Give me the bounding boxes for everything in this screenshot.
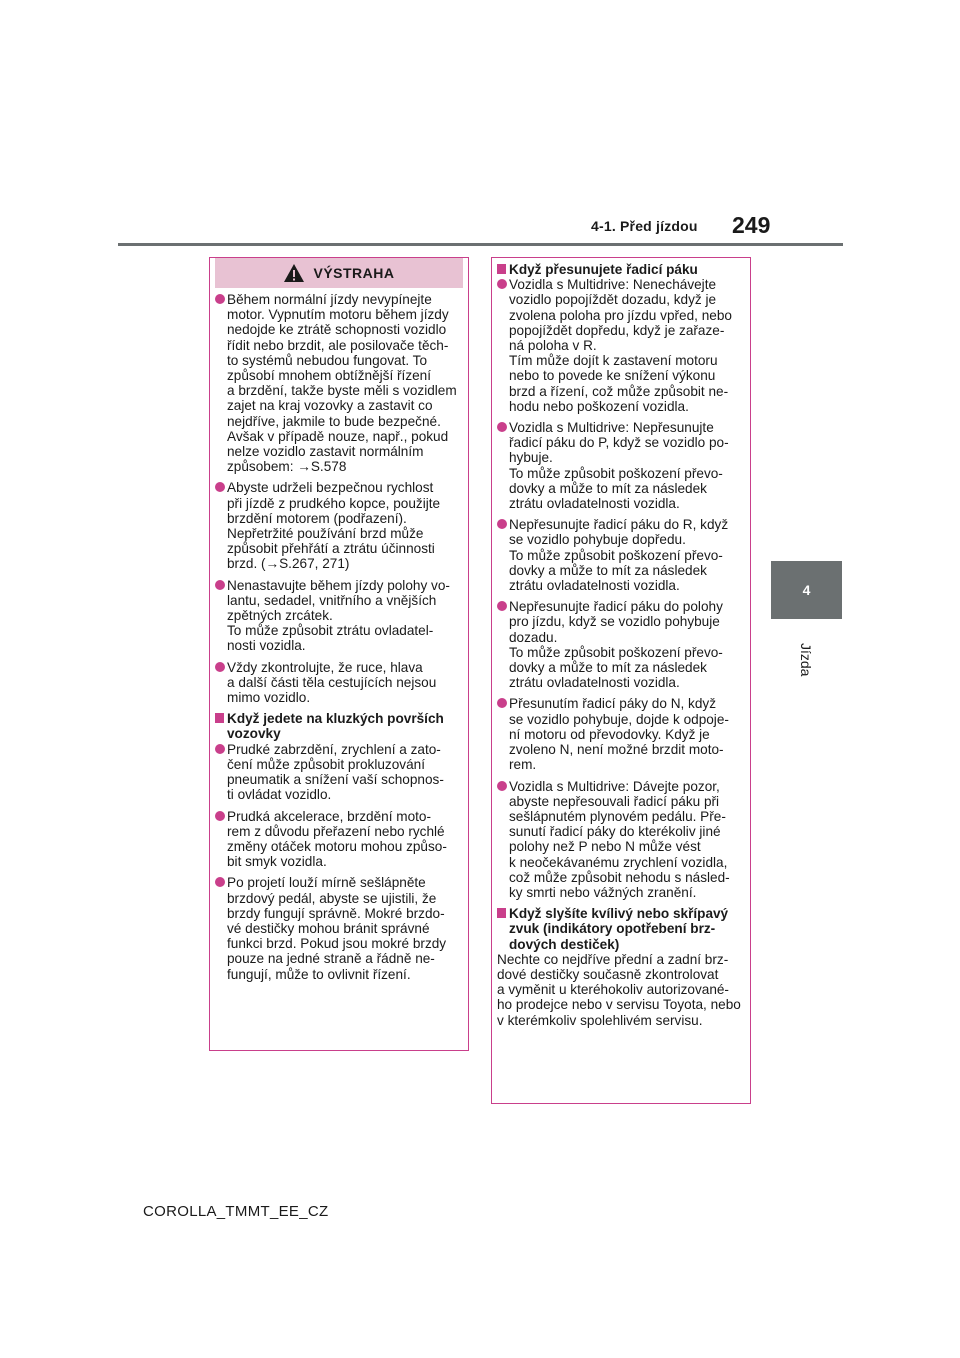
item-text: Nepřesunujte řadicí páku do polohy pro jízdu, když se vozidlo pohybuje dozadu. To může způsobit poškození převo- dovky a může to mít za následek ztrátu ovladatelnosti vozidla. xyxy=(509,599,723,691)
round-bullet-icon xyxy=(497,279,507,289)
document-code: COROLLA_TMMT_EE_CZ xyxy=(143,1203,329,1220)
list-item xyxy=(215,292,463,474)
list-item xyxy=(215,660,463,706)
section-title: 4-1. Před jízdou xyxy=(591,218,698,234)
round-bullet-icon xyxy=(215,482,225,492)
item-text: Prudká akcelerace, brzdění moto- rem z důvodu přeřazení nebo rychlé změny otáček motoru mohou způso- bit smyk vozidla. xyxy=(227,808,447,870)
square-marker-icon xyxy=(497,908,506,918)
list-item xyxy=(497,696,745,772)
chapter-number: 4 xyxy=(802,582,811,598)
list-item xyxy=(497,420,745,511)
header-divider xyxy=(118,243,843,246)
list-item xyxy=(215,480,463,571)
list-item xyxy=(215,578,463,654)
list-item xyxy=(497,779,745,901)
round-bullet-icon xyxy=(215,744,225,754)
square-marker-icon xyxy=(215,713,224,723)
section-heading xyxy=(215,711,463,741)
item-text: Vždy zkontrolujte, že ruce, hlava a další části těla cestujících nejsou mimo vozidlo. xyxy=(227,659,437,706)
item-text: Vozidla s Multidrive: Dávejte pozor, abyste nepřesouvali řadicí páku při sešlápnutém plynovém pedálu. Pře- sunutí řadicí páky do kterékoliv jiné polohy než P nebo N může vést k neočekávanému zrychlení vozidla, což může způsobit nehodu s násled- ky smrti nebo vážných zranění. xyxy=(509,778,730,900)
item-text: Když slyšíte kvílivý nebo skřípavý zvuk (indikátory opotřebení brz- dových destiček) xyxy=(509,906,729,952)
paragraph: Nechte co nejdříve přední a zadní brz- dové destičky současně zkontrolovat a vyměnit u kteréhokoliv autorizované- ho prodejce nebo v servisu Toyota, nebo v kterémkoliv spolehlivém servisu. xyxy=(497,951,741,1028)
info-content xyxy=(492,258,750,1028)
round-bullet-icon xyxy=(215,877,225,887)
warning-triangle-icon xyxy=(283,263,305,283)
round-bullet-icon xyxy=(497,601,507,611)
section-heading xyxy=(497,906,745,952)
list-item xyxy=(497,517,745,593)
warning-box xyxy=(209,257,469,1051)
list-item xyxy=(497,599,745,690)
chapter-tab xyxy=(771,561,842,619)
page-number: 249 xyxy=(732,212,771,238)
item-text: Během normální jízdy nevypínejte motor. Vypnutím motoru během jízdy nedojde ke ztrátě schopnosti vozidlo řídit nebo brzdit, ale posilovače těch- to systémů nebudou fungovat. To způsobí mnohem obtížnější řízení a brzdění, takže byste měli s vozidlem zajet na kraj vozovky a zastavit co nejdříve, jakmile to bude bezpečné. Avšak v případě nouze, např., pokud nelze vozidlo zastavit normálním způsobem: →S.578 xyxy=(227,292,457,475)
item-text: Prudké zabrzdění, zrychlení a zato- čení může způsobit prokluzování pneumatik a snížení vaší schopnos- ti ovládat vozidlo. xyxy=(227,741,444,803)
item-text: Po projetí louží mírně sešlápněte brzdový pedál, abyste se ujistili, že brzdy fungují správně. Mokré brzdo- vé destičky mohou bránit správné funkci brzd. Pokud jsou mokré brzdy pouze na jedné straně a řádně ne- fungují, může to ovlivnit řízení. xyxy=(227,875,447,982)
list-item xyxy=(215,809,463,870)
list-item xyxy=(497,277,745,414)
item-text: Když přesunujete řadicí páku xyxy=(509,262,698,277)
round-bullet-icon xyxy=(215,811,225,821)
chapter-name: Jízda xyxy=(798,643,814,677)
square-marker-icon xyxy=(497,264,506,274)
round-bullet-icon xyxy=(215,662,225,672)
round-bullet-icon xyxy=(497,781,507,791)
round-bullet-icon xyxy=(497,422,507,432)
info-box xyxy=(491,257,751,1104)
round-bullet-icon xyxy=(215,580,225,590)
item-text: Přesunutím řadicí páky do N, když se vozidlo pohybuje, dojde k odpoje- ní motoru od převodovky. Když je zvoleno N, není možné brzdit moto- rem. xyxy=(509,696,729,773)
warning-content xyxy=(210,288,468,982)
item-text: Když jedete na kluzkých površích vozovky xyxy=(227,711,444,742)
item-text: Nepřesunujte řadicí páku do R, když se vozidlo pohybuje dopředu. To může způsobit poškození převo- dovky a může to mít za následek ztrátu ovladatelnosti vozidla. xyxy=(509,517,729,594)
item-text: Nenastavujte během jízdy polohy vo- lantu, sedadel, vnitřního a vnějších zpětných zrcátek. To může způsobit ztrátu ovladatel- nosti vozidla. xyxy=(227,577,450,654)
item-text: Abyste udrželi bezpečnou rychlost při jízdě z prudkého kopce, použijte brzdění motorem (podřazení). Nepřetržité používání brzd může způsobit přehřátí a ztrátu účinnosti brzd. (→S.267, 271) xyxy=(227,480,441,572)
round-bullet-icon xyxy=(215,294,225,304)
section-heading xyxy=(497,262,745,277)
warning-header xyxy=(215,258,463,288)
item-text: Vozidla s Multidrive: Nepřesunujte řadicí páku do P, když se vozidlo po- hybuje. To může způsobit poškození převo- dovky a může to mít za následek ztrátu ovladatelnosti vozidla. xyxy=(509,420,729,512)
item-text: Vozidla s Multidrive: Nenechávejte vozidlo popojíždět dozadu, když je zvolena poloha pro jízdu vpřed, nebo popojíždět dopředu, když je zařaze- ná poloha v R. Tím může dojít k zastavení motoru nebo to povede ke snížení výkonu brzd a řízení, což může způsobit ne- hodu nebo poškození vozidla. xyxy=(509,277,732,414)
round-bullet-icon xyxy=(497,698,507,708)
list-item xyxy=(215,875,463,981)
round-bullet-icon xyxy=(497,519,507,529)
list-item xyxy=(215,742,463,803)
warning-title: VÝSTRAHA xyxy=(313,265,395,281)
